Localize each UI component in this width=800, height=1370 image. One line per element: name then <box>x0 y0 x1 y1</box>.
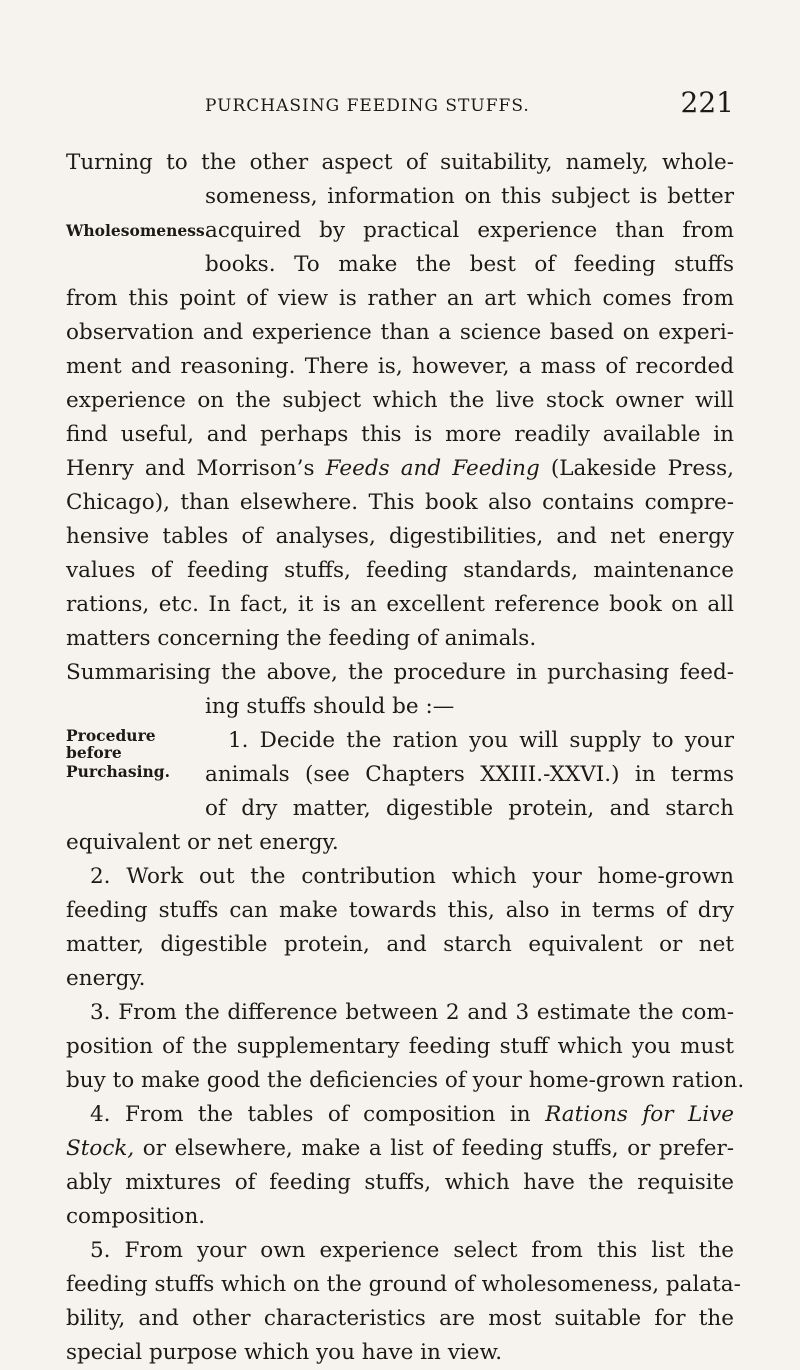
text-line: buy to make good the deficiencies of your home-grown ration. <box>66 1068 745 1093</box>
book-title: Stock, <box>66 1136 135 1161</box>
text-line: 5. From your own experience select from this list the <box>90 1238 734 1263</box>
text-line: feeding stuffs can make towards this, also in terms of dry <box>66 898 734 923</box>
page-number: 221 <box>680 86 734 119</box>
text-line: feeding stuffs which on the ground of wholesomeness, palata- <box>66 1272 741 1297</box>
text-line: 1. Decide the ration you will supply to your <box>228 728 734 753</box>
margin-note-procedure: before <box>66 743 122 762</box>
book-title: Rations for Live <box>545 1102 734 1127</box>
text-line: bility, and other characteristics are most suitable for the <box>66 1306 734 1331</box>
text-line: experience on the subject which the live stock owner will <box>66 388 734 413</box>
text-line: books. To make the best of feeding stuffs <box>205 252 734 277</box>
text-line: rations, etc. In fact, it is an excellent reference book on all <box>66 592 734 617</box>
text-line <box>90 1098 734 1132</box>
running-title: PURCHASING FEEDING STUFFS. <box>205 96 530 116</box>
text-span: 4. From the tables of composition in <box>90 1102 531 1127</box>
text-line: Summarising the above, the procedure in purchasing feed- <box>66 660 734 685</box>
text-line: animals (see Chapters XXIII.-XXVI.) in terms <box>205 762 734 787</box>
text-line: composition. <box>66 1204 206 1229</box>
text-span: Henry and Morrison’s <box>66 456 315 481</box>
text-line: acquired by practical experience than from <box>205 218 734 243</box>
text-line: ment and reasoning. There is, however, a mass of recorded <box>66 354 734 379</box>
text-line: matters concerning the feeding of animals. <box>66 626 537 651</box>
text-line: position of the supplementary feeding stuff which you must <box>66 1034 734 1059</box>
text-span: (Lakeside Press, <box>550 456 734 481</box>
text-line <box>66 1132 734 1166</box>
text-line: find useful, and perhaps this is more readily available in <box>66 422 734 447</box>
text-line: special purpose which you have in view. <box>66 1340 503 1365</box>
text-span: or elsewhere, make a list of feeding stuffs, or prefer- <box>142 1136 734 1161</box>
text-line: values of feeding stuffs, feeding standards, maintenance <box>66 558 734 583</box>
book-title: Feeds and Feeding <box>325 456 540 481</box>
text-line <box>66 452 734 486</box>
text-line: 3. From the difference between 2 and 3 estimate the com- <box>90 1000 734 1025</box>
page-header <box>205 86 734 122</box>
text-line: matter, digestible protein, and starch equivalent or net <box>66 932 734 957</box>
margin-note-procedure: Procedure <box>66 726 156 745</box>
text-line: ably mixtures of feeding stuffs, which have the requisite <box>66 1170 734 1195</box>
text-line: energy. <box>66 966 146 991</box>
text-line: ing stuffs should be :— <box>205 694 455 719</box>
text-line: equivalent or net energy. <box>66 830 339 855</box>
text-line: of dry matter, digestible protein, and starch <box>205 796 734 821</box>
text-line: Chicago), than elsewhere. This book also contains compre- <box>66 490 734 515</box>
text-line: hensive tables of analyses, digestibilities, and net energy <box>66 524 734 549</box>
margin-note-procedure: Purchasing. <box>66 762 170 781</box>
text-line: observation and experience than a science based on experi- <box>66 320 734 345</box>
text-line: someness, information on this subject is better <box>205 184 734 209</box>
text-line: from this point of view is rather an art which comes from <box>66 286 734 311</box>
text-line: Turning to the other aspect of suitability, namely, whole- <box>66 150 734 175</box>
text-line: 2. Work out the contribution which your home-grown <box>90 864 734 889</box>
margin-note-wholesomeness: Wholesomeness. <box>66 221 211 240</box>
